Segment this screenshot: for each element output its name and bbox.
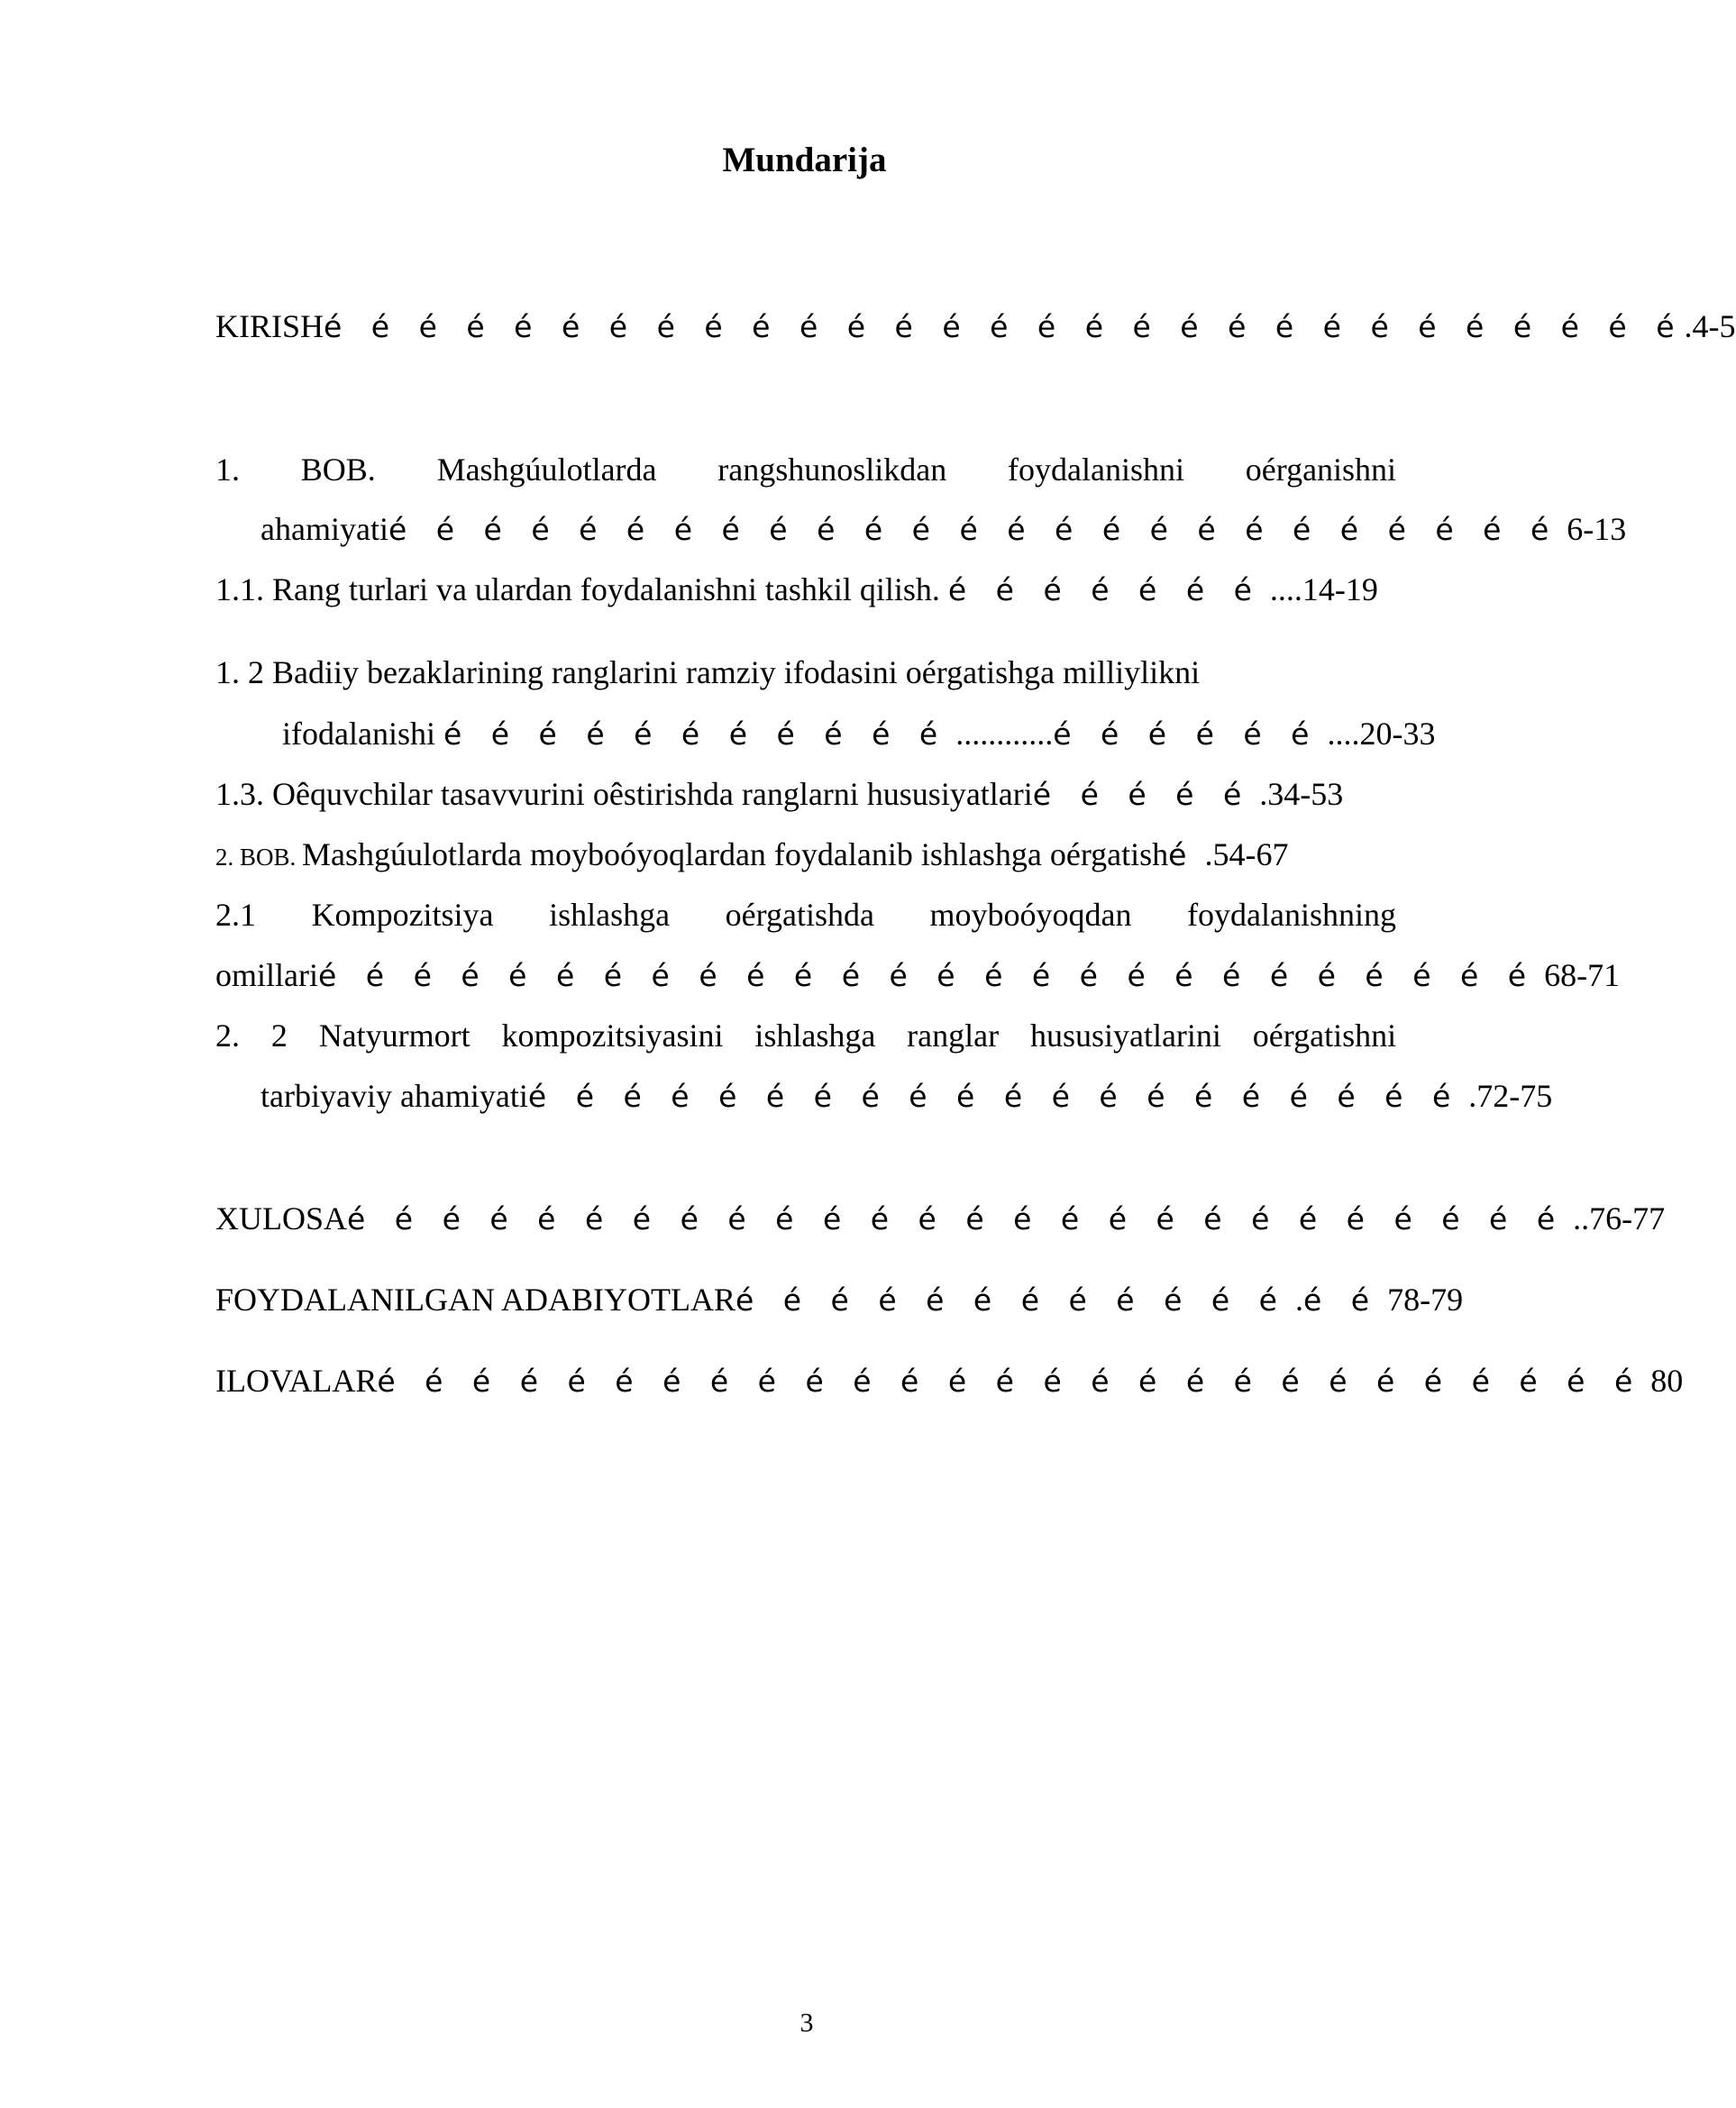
toc-leader-dots: é bbox=[1168, 837, 1197, 872]
toc-entry-word: Mashgúulotlarda bbox=[436, 452, 657, 488]
toc-entry-number: 2. 2 bbox=[215, 1017, 288, 1054]
toc-entry-label: omillari bbox=[215, 957, 318, 993]
toc-leader-dots: é é é é é é é é é é é bbox=[443, 716, 948, 752]
toc-page-range: ....14-19 bbox=[1261, 571, 1378, 607]
toc-entry-word: BOB. bbox=[300, 452, 376, 488]
toc-entry-label: ifodalanishi bbox=[282, 716, 443, 752]
toc-entry-2-2-line2 bbox=[260, 1074, 1553, 1118]
toc-leader-dots: é é é é é é é é é é é é é é é é é é é é é é é é é é é é é bbox=[324, 309, 1685, 344]
toc-entry-number: 2. BOB. bbox=[215, 844, 303, 871]
toc-leader-dots: é é é é é é é bbox=[947, 572, 1262, 607]
toc-leader-dots: é é é é é é é é é é é é é é é é é é é é é é é é é é bbox=[347, 1201, 1566, 1237]
toc-leader-dots: é é é é é é é é é é é é é é é é é é é é é é é é é é bbox=[317, 958, 1537, 993]
toc-entry-label: Mashgúulotlarda moyboóyoqlardan foydalanib ishlashga oérgatish bbox=[302, 836, 1169, 872]
toc-leader-dots: é é bbox=[1303, 1282, 1380, 1318]
toc-entry-bob2 bbox=[215, 833, 1396, 879]
toc-page-range: ..76-77 bbox=[1565, 1200, 1666, 1237]
toc-entry-1-3 bbox=[215, 772, 1396, 817]
toc-entry-ilovalar bbox=[215, 1359, 1684, 1403]
toc-leader-dots: é é é é é bbox=[1032, 777, 1252, 812]
toc-entry-word: oérganishni bbox=[1245, 452, 1397, 488]
toc-leader-dots: é é é é é é é é é é é é bbox=[735, 1282, 1287, 1318]
toc-entry-label: 1.3. Oêquvchilar tasavvurini oêstirishda ranglarni hususiyatlari bbox=[215, 776, 1033, 812]
toc-entry-word: moyboóyoqdan bbox=[929, 897, 1132, 933]
toc-entry-word: oérgatishni bbox=[1252, 1017, 1397, 1054]
toc-entry-label: ILOVALAR bbox=[215, 1363, 378, 1399]
toc-entry-kirish bbox=[215, 305, 1736, 349]
toc-entry-bob1-line2 bbox=[260, 507, 1627, 552]
toc-page-range: 78-79 bbox=[1379, 1282, 1464, 1318]
toc-entry-bob1-line1 bbox=[215, 448, 1396, 491]
toc-entry-foydalanilgan-adabiyotlar bbox=[215, 1278, 1464, 1322]
toc-page-range: .72-75 bbox=[1460, 1078, 1553, 1114]
toc-page-range: 80 bbox=[1642, 1363, 1684, 1399]
toc-entry-label: tarbiyaviy ahamiyati bbox=[260, 1078, 528, 1114]
toc-entry-label: FOYDALANILGAN ADABIYOTLAR bbox=[215, 1282, 736, 1318]
toc-entry-word: ranglar bbox=[907, 1017, 1000, 1054]
toc-entry-label: KIRISH bbox=[215, 308, 324, 344]
toc-entry-xulosa bbox=[215, 1197, 1666, 1241]
toc-page-range: .54-67 bbox=[1196, 836, 1289, 872]
toc-leader-periods: . bbox=[1287, 1282, 1303, 1318]
toc-leader-dots: é é é é é é é é é é é é é é é é é é é é bbox=[527, 1079, 1461, 1114]
toc-entry-label: XULOSA bbox=[215, 1200, 348, 1237]
page-title: Mundarija bbox=[722, 141, 887, 179]
toc-entry-label: 1.1. Rang turlari va ulardan foydalanishni tashkil qilish. bbox=[215, 571, 948, 607]
toc-entry-word: kompozitsiyasini bbox=[501, 1017, 724, 1054]
toc-entry-word: rangshunoslikdan bbox=[717, 452, 947, 488]
toc-entry-word: ishlashga bbox=[549, 897, 671, 933]
toc-entry-1-1 bbox=[215, 568, 1396, 612]
toc-leader-dots: é é é é é é é é é é é é é é é é é é é é é é é é é é é bbox=[377, 1364, 1643, 1399]
toc-page-range: .34-53 bbox=[1251, 776, 1344, 812]
toc-entry-1-2-line1 bbox=[215, 651, 1396, 694]
toc-entry-2-1-line1 bbox=[215, 893, 1396, 936]
toc-entry-2-1-line2 bbox=[215, 954, 1621, 998]
toc-entry-word: foydalanishning bbox=[1187, 897, 1397, 933]
toc-page-range: 68-71 bbox=[1536, 957, 1621, 993]
toc-entry-number: 2.1 bbox=[215, 897, 256, 933]
toc-entry-word: oérgatishda bbox=[725, 897, 874, 933]
toc-entry-word: foydalanishni bbox=[1008, 452, 1184, 488]
toc-page-range: .4-5 bbox=[1684, 308, 1736, 344]
toc-entry-label: ahamiyati bbox=[260, 511, 388, 547]
toc-entry-label: 1. 2 Badiiy bezaklarining ranglarini ramziy ifodasini oérgatishga milliylikni bbox=[215, 654, 1201, 690]
toc-entry-1-2-line2 bbox=[282, 712, 1463, 756]
page-number: 3 bbox=[799, 2008, 814, 2038]
toc-entry-number: 1. bbox=[215, 452, 240, 488]
toc-entry-word: Natyurmort bbox=[318, 1017, 471, 1054]
toc-leader-periods: ............ bbox=[947, 716, 1054, 752]
toc-page-range: ....20-33 bbox=[1319, 716, 1436, 752]
toc-entry-2-2-line1 bbox=[215, 1014, 1396, 1057]
toc-entry-word: Kompozitsiya bbox=[311, 897, 494, 933]
toc-entry-word: hususiyatlarini bbox=[1029, 1017, 1221, 1054]
toc-leader-dots: é é é é é é bbox=[1053, 716, 1320, 752]
toc-page-range: 6-13 bbox=[1558, 511, 1627, 547]
toc-leader-dots: é é é é é é é é é é é é é é é é é é é é é é é é é bbox=[388, 512, 1559, 547]
toc-entry-word: ishlashga bbox=[754, 1017, 876, 1054]
